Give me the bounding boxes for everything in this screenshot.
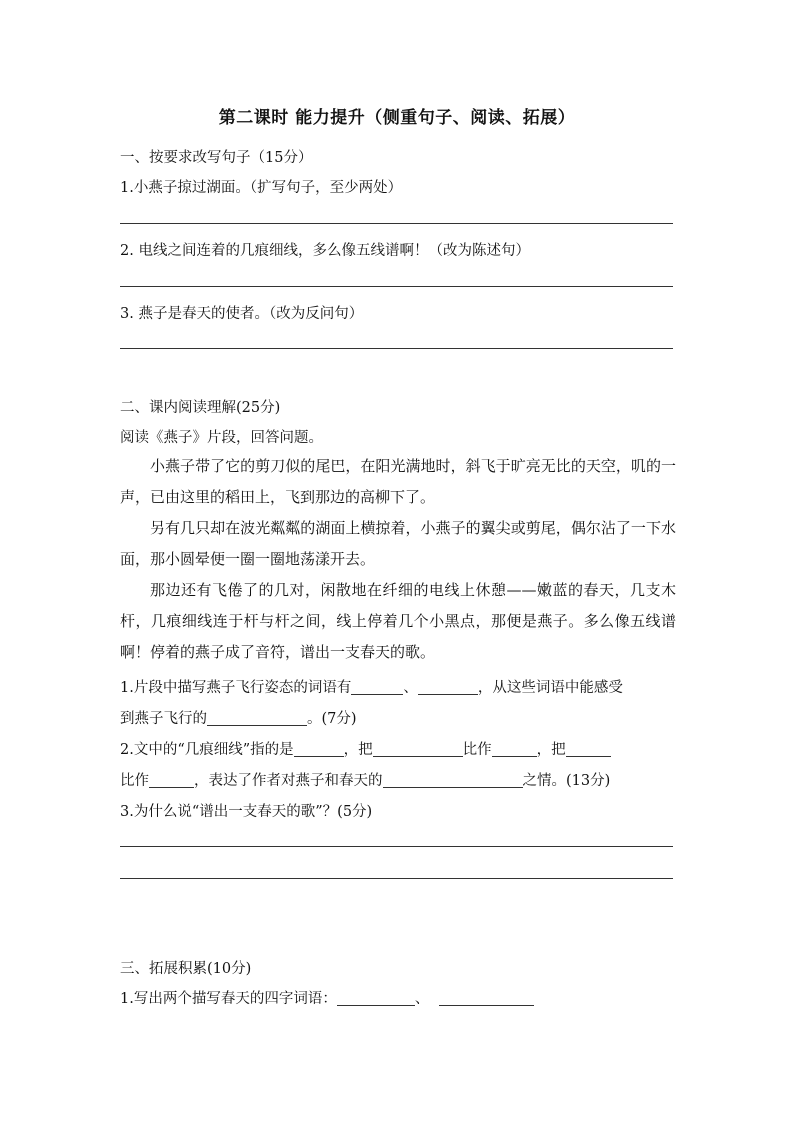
section2-question-1-line1 <box>120 676 676 697</box>
fill-blank[interactable] <box>418 678 478 695</box>
q1-text-d: 到燕子飞行的 <box>120 711 207 727</box>
section2-heading: 二、课内阅读理解(25分) <box>120 400 281 416</box>
section2-question-1-line2 <box>120 707 676 728</box>
fill-blank[interactable] <box>294 740 344 757</box>
section2-question-2-line2 <box>120 769 676 790</box>
section2-question-3: 3.为什么说“谱出一支春天的歌”？(5分) <box>120 804 373 820</box>
q3-1-text-b: 、 <box>414 991 430 1007</box>
passage-paragraph-3: 那边还有飞倦了的几对，闲散地在纤细的电线上休憩——嫩蓝的春天，几支木杆，几痕细线连于杆与杆之间，线上停着几个小黑点，那便是燕子。多么像五线谱啊！停着的燕子成了音符，谱出一支春天的歌。 <box>120 581 676 661</box>
passage-paragraph-2: 另有几只却在波光粼粼的湖面上横掠着，小燕子的翼尖或剪尾，偶尔沾了一下水面，那小圆晕便一圈一圈地荡漾开去。 <box>120 519 676 568</box>
q2-text-a: 2.文中的“几痕细线”指的是 <box>120 742 294 758</box>
fill-blank[interactable] <box>566 740 611 757</box>
section1-heading: 一、按要求改写句子（15分） <box>120 150 313 166</box>
q2-text-f: ，表达了作者对燕子和春天的 <box>194 773 383 789</box>
q1-text-c: ，从这些词语中能感受 <box>477 680 623 696</box>
section3-heading: 三、拓展积累(10分) <box>120 961 252 977</box>
passage-paragraph-1: 小燕子带了它的剪刀似的尾巴，在阳光满地时，斜飞于旷亮无比的天空，叽的一声，已由这里的稻田上，飞到那边的高柳下了。 <box>120 457 676 506</box>
q1-text-a: 1.片段中描写燕子飞行姿态的词语有 <box>120 680 352 696</box>
reading-passage <box>120 451 676 668</box>
q2-text-g: 之情。(13分) <box>522 773 611 789</box>
q2-text-d: ，把 <box>536 742 566 758</box>
answer-line-1[interactable] <box>120 223 673 224</box>
section1-question-1: 1.小燕子掠过湖面。（扩写句子，至少两处） <box>120 180 403 196</box>
q2-text-e: 比作 <box>120 773 149 789</box>
answer-line-5[interactable] <box>120 878 673 879</box>
fill-blank[interactable] <box>383 771 523 788</box>
page-title: 第二课时 能力提升（侧重句子、阅读、拓展） <box>218 108 576 128</box>
q3-1-text-a: 1.写出两个描写春天的四字词语： <box>120 991 337 1007</box>
fill-blank[interactable] <box>149 771 194 788</box>
fill-blank[interactable] <box>207 709 307 726</box>
answer-line-4[interactable] <box>120 846 673 847</box>
section3-question-1 <box>120 987 676 1008</box>
q1-text-b: 、 <box>403 680 418 696</box>
answer-line-2[interactable] <box>120 286 673 287</box>
q1-text-e: 。(7分) <box>307 711 357 727</box>
section1-question-3: 3. 燕子是春天的使者。（改为反问句） <box>120 306 364 322</box>
fill-blank[interactable] <box>351 678 403 695</box>
fill-blank[interactable] <box>373 740 463 757</box>
fill-blank[interactable] <box>337 989 415 1006</box>
fill-blank[interactable] <box>439 989 534 1006</box>
fill-blank[interactable] <box>492 740 537 757</box>
section2-question-2-line1 <box>120 738 676 759</box>
q2-text-c: 比作 <box>462 742 492 758</box>
q2-text-b: ，把 <box>343 742 373 758</box>
section1-question-2: 2. 电线之间连着的几痕细线，多么像五线谱啊！（改为陈述句） <box>120 243 530 259</box>
reading-instruction: 阅读《燕子》片段，回答问题。 <box>120 430 323 446</box>
answer-line-3[interactable] <box>120 348 673 349</box>
